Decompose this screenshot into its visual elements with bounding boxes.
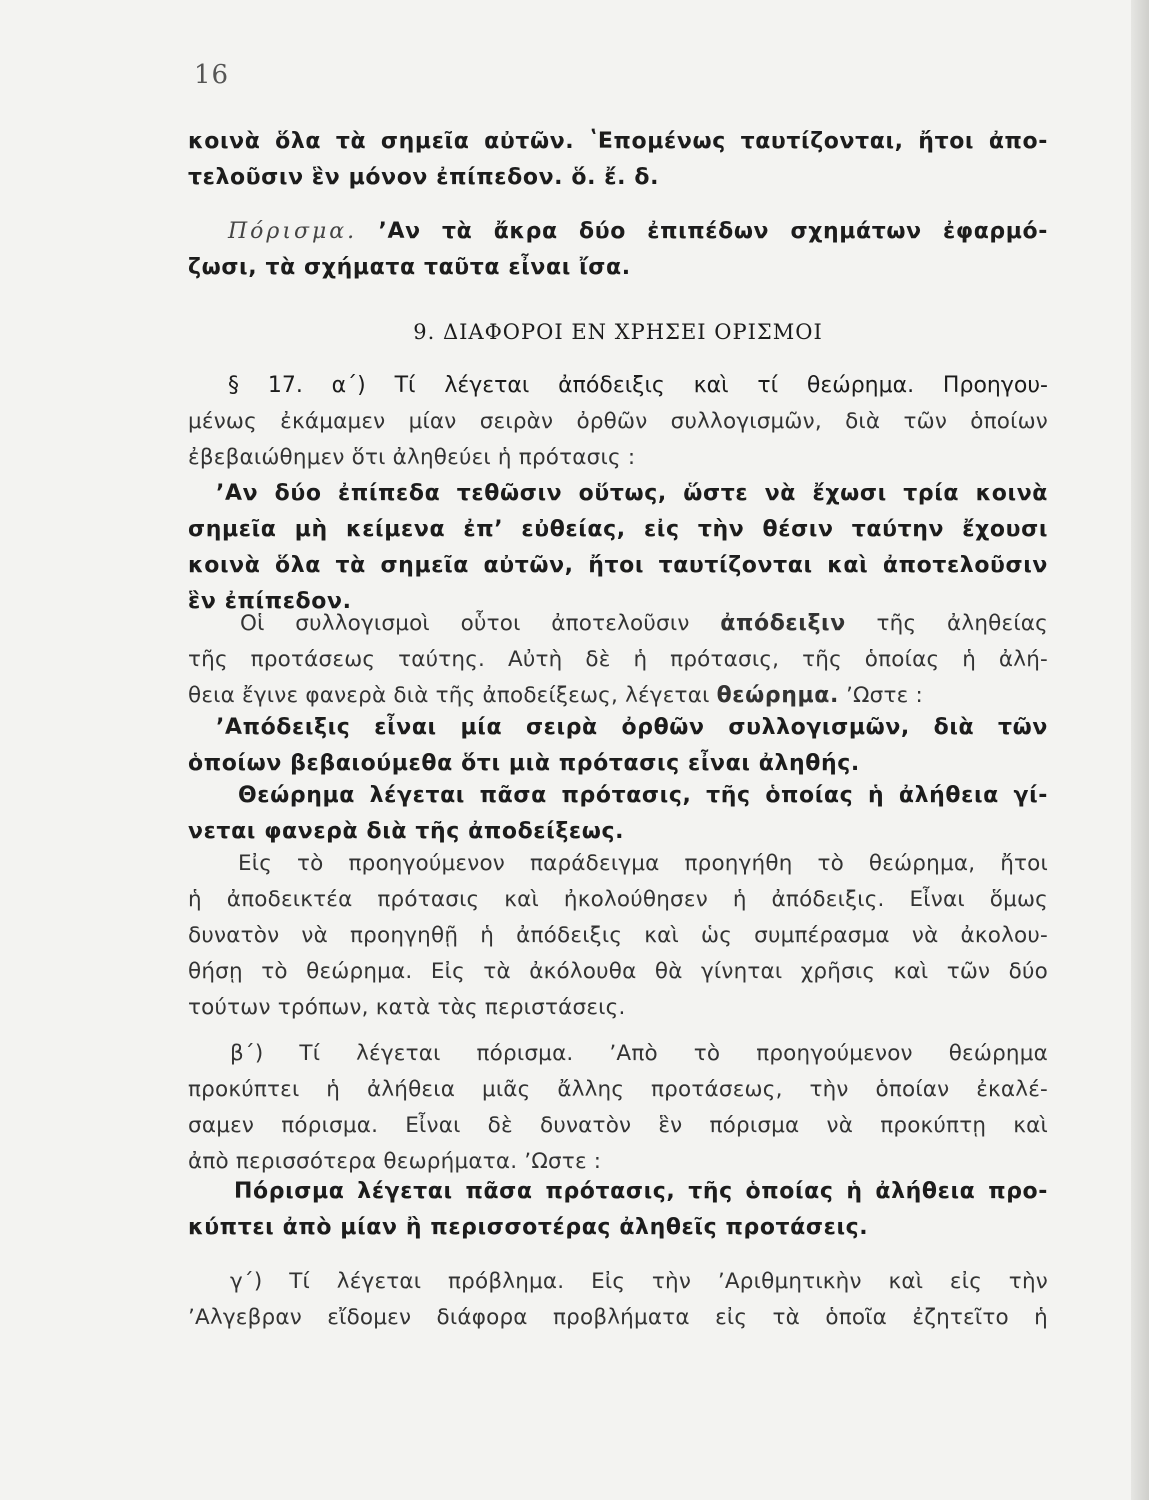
text-line: ἀπὸ περισσότερα θεωρήματα. ʼΩστε :	[188, 1149, 602, 1174]
text-line: Θεώρημα λέγεται πᾶσα πρότασις, τῆς ὁποίας ἡ ἀλήθεια γί-	[238, 783, 1048, 808]
text-line: σημεῖα μὴ κείμενα ἐπʼ εὐθείας, εἰς τὴν θέσιν ταύτην ἔχουσι	[188, 517, 1048, 542]
paragraph-proof	[188, 606, 1048, 714]
text-line: θήσῃ τὸ θεώρημα. Εἰς τὰ ἀκόλουθα θὰ γίνηται χρῆσις καὶ τῶν δύο	[188, 959, 1048, 984]
paragraph-corollary-def	[188, 1036, 1048, 1180]
term-proof: ἀπόδειξιν	[720, 611, 846, 636]
paragraph-example	[188, 846, 1048, 1026]
text-line: ὁποίων βεβαιούμεθα ὅτι μιὰ πρότασις εἶναι ἀληθής.	[188, 751, 860, 776]
text-line: κοινὰ ὅλα τὰ σημεῖα αὐτῶν, ἤτοι ταυτίζονται καὶ ἀποτελοῦσιν	[188, 553, 1048, 578]
text-line: γ΄) Τί λέγεται πρόβλημα. Εἰς τὴν ʼΑριθμητικὴν καὶ εἰς τὴν	[230, 1269, 1048, 1294]
text-line: ʼΑλγεβραν εἴδομεν διάφορα προβλήματα εἰς τὰ ὁποῖα ἐζητεῖτο ἡ	[188, 1305, 1048, 1330]
text-line: ἐβεβαιώθημεν ὅτι ἀληθεύει ἡ πρότασις :	[188, 445, 636, 470]
text-line: τελοῦσιν ἓν μόνον ἐπίπεδον. ὅ. ἔ. δ.	[188, 165, 660, 190]
text-line: ʼΑπόδειξις εἶναι μία σειρὰ ὀρθῶν συλλογισμῶν, διὰ τῶν	[216, 715, 1048, 740]
text-line: ἓν ἐπίπεδον.	[188, 589, 352, 614]
paragraph-conclusion	[188, 124, 1048, 196]
text-line: ἡ ἀποδεικτέα πρότασις καὶ ἠκολούθησεν ἡ ἀπόδειξις. Εἶναι ὅμως	[188, 887, 1048, 912]
proof-text: τῆς ἀληθείας	[876, 611, 1048, 636]
term-theorem: θεώρημα.	[716, 683, 839, 708]
text-line: δυνατὸν νὰ προηγηθῇ ἡ ἀπόδειξις καὶ ὡς συμπέρασμα νὰ ἀκολου-	[188, 923, 1048, 948]
text-line: προκύπτει ἡ ἀλήθεια μιᾶς ἄλλης προτάσεως, τὴν ὁποίαν ἐκαλέ-	[188, 1077, 1048, 1102]
text-line	[188, 214, 1048, 250]
text-line: τούτων τρόπων, κατὰ τὰς περιστάσεις.	[188, 995, 626, 1020]
definition-theorem	[188, 778, 1048, 850]
paragraph-corollary	[188, 214, 1048, 286]
paragraph-section-17	[188, 368, 1048, 476]
text-line: β΄) Τί λέγεται πόρισμα. ʼΑπὸ τὸ προηγούμενον θεώρημα	[230, 1041, 1048, 1066]
definition-proof	[188, 710, 1048, 782]
paragraph-problem	[188, 1264, 1048, 1336]
text-line: κοινὰ ὅλα τὰ σημεῖα αὐτῶν. ʽΕπομένως ταυτίζονται, ἤτοι ἀπο-	[188, 129, 1048, 154]
text-line: ζωσι, τὰ σχήματα ταῦτα εἶναι ἴσα.	[188, 255, 631, 280]
section-heading: 9. ΔΙΑΦΟΡΟΙ ΕΝ ΧΡΗΣΕΙ ΟΡΙΣΜΟΙ	[413, 320, 823, 344]
proof-text: ʼΩστε :	[846, 683, 923, 708]
theorem-statement	[188, 476, 1048, 620]
text-line: ʼΑν δύο ἐπίπεδα τεθῶσιν οὕτως, ὥστε νὰ ἔχωσι τρία κοινὰ	[216, 481, 1048, 506]
text-line: Εἰς τὸ προηγούμενον παράδειγμα προηγήθη τὸ θεώρημα, ἤτοι	[238, 851, 1048, 876]
page-edge-shadow	[1131, 0, 1149, 1500]
text-line: νεται φανερὰ διὰ τῆς ἀποδείξεως.	[188, 819, 625, 844]
corollary-text: ʼΑν τὰ ἄκρα δύο ἐπιπέδων σχημάτων ἐφαρμό-	[378, 219, 1049, 244]
definition-corollary	[188, 1174, 1048, 1246]
corollary-label: Πόρισμα.	[228, 219, 358, 244]
text-line: Πόρισμα λέγεται πᾶσα πρότασις, τῆς ὁποίας ἡ ἀλήθεια προ-	[234, 1179, 1048, 1204]
text-line	[188, 606, 1048, 642]
section-17-title-line: § 17. α΄) Τί λέγεται ἀπόδειξις καὶ τί θεώρημα. Προηγου-	[228, 373, 1048, 398]
text-line: μένως ἐκάμαμεν μίαν σειρὰν ὀρθῶν συλλογισμῶν, διὰ τῶν ὁποίων	[188, 409, 1048, 434]
text-line: κύπτει ἀπὸ μίαν ἢ περισσοτέρας ἀληθεῖς προτάσεις.	[188, 1215, 869, 1240]
page-number: 16	[194, 60, 230, 90]
text-line	[188, 678, 1048, 714]
text-line: τῆς προτάσεως ταύτης. Αὐτὴ δὲ ἡ πρότασις, τῆς ὁποίας ἡ ἀλή-	[188, 647, 1048, 672]
proof-text: θεια ἔγινε φανερὰ διὰ τῆς ἀποδείξεως, λέγεται	[188, 683, 710, 708]
text-line: σαμεν πόρισμα. Εἶναι δὲ δυνατὸν ἓν πόρισμα νὰ προκύπτῃ καὶ	[188, 1113, 1048, 1138]
proof-text: Οἱ συλλογισμοὶ οὗτοι ἀποτελοῦσιν	[240, 611, 690, 636]
